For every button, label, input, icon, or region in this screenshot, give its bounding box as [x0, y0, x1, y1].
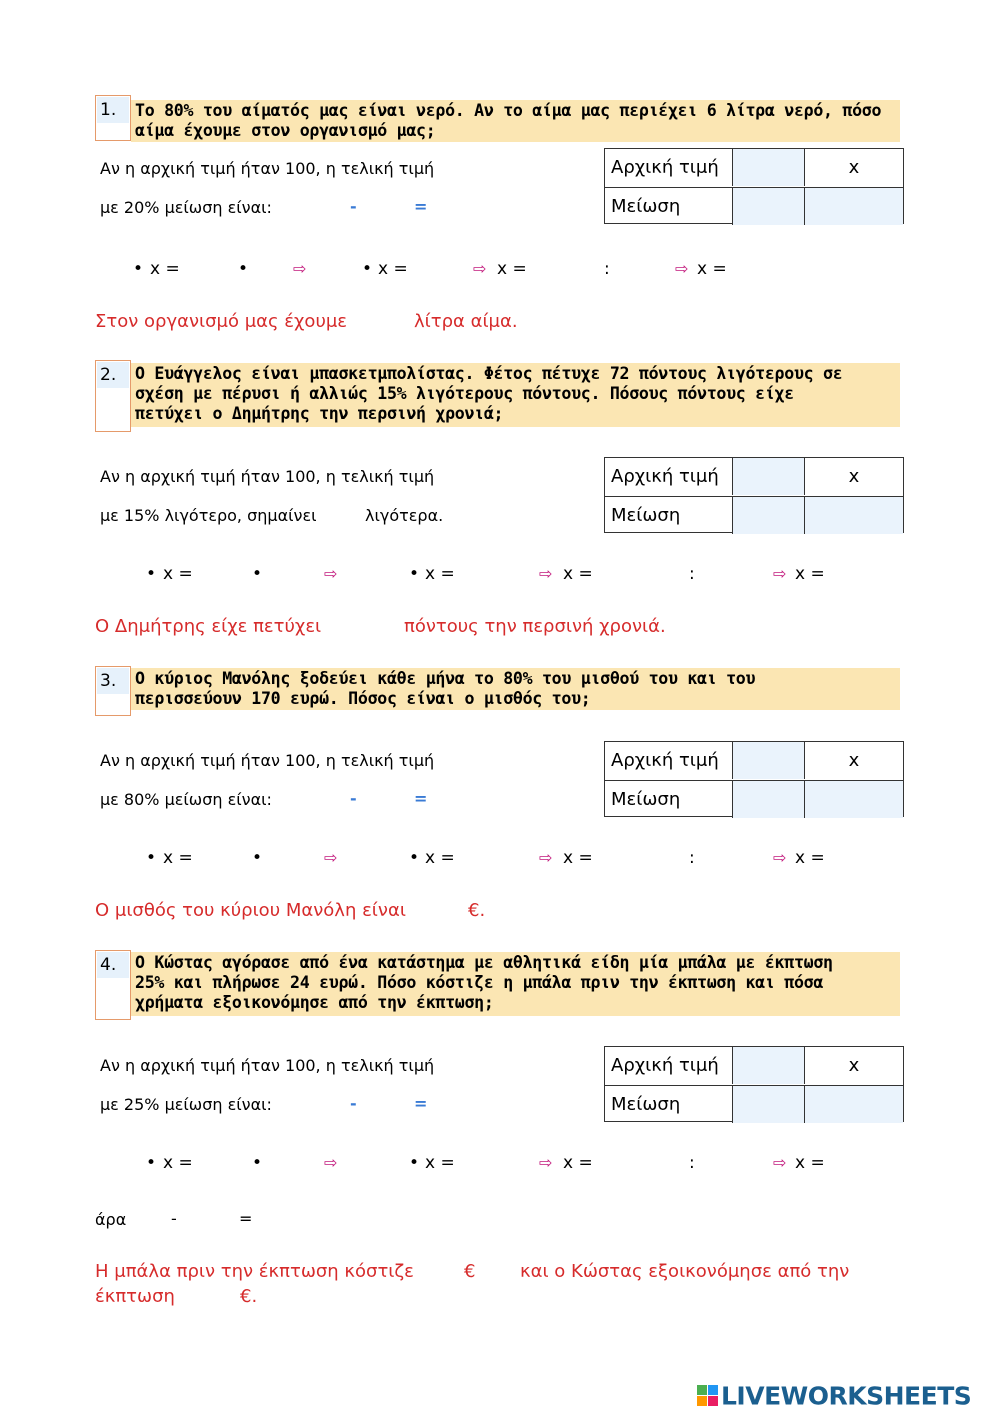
table-input[interactable]: [805, 188, 903, 225]
problem-2-hint-suffix: λιγότερα.: [365, 506, 444, 525]
problem-4-answer-euro: €: [464, 1261, 476, 1282]
arrow-icon: ⇨: [773, 1153, 787, 1172]
problem-4-ara-label: άρα: [95, 1210, 127, 1229]
problem-3-answer-end: €.: [468, 900, 486, 921]
x-eq: x =: [563, 1153, 593, 1173]
problem-2-number: 2.: [97, 362, 129, 388]
problem-2-hint-line-2: με 15% λιγότερο, σημαίνει: [100, 506, 317, 525]
problem-4-answer-end: €.: [240, 1286, 258, 1307]
colon: :: [604, 259, 610, 279]
table-label-decrease: Μείωση: [605, 497, 733, 534]
problem-1-hint-line-2: με 20% μείωση είναι:: [100, 198, 272, 217]
problem-4-hint-line-1: Αν η αρχική τιμή ήταν 100, η τελική τιμή: [100, 1056, 435, 1075]
problem-2-answer-end: πόντους την περσινή χρονιά.: [404, 616, 666, 637]
problem-3-equals: =: [414, 789, 428, 808]
problem-1-equals: =: [414, 197, 428, 216]
table-x: x: [805, 458, 903, 495]
table-label-decrease: Μείωση: [605, 188, 733, 225]
question-line: 25% και πλήρωσε 24 ευρώ. Πόσο κόστιζε η μπάλα πριν την έκπτωση και πόσα: [135, 973, 824, 992]
problem-4-answer-start: Η μπάλα πριν την έκπτωση κόστιζε: [95, 1261, 414, 1282]
problem-4-minus: -: [350, 1094, 357, 1113]
x-eq: x =: [163, 848, 193, 868]
arrow-icon: ⇨: [773, 848, 787, 867]
problem-1-question: [131, 100, 900, 142]
question-line: Ο Κώστας αγόρασε από ένα κατάστημα με αθλητικά είδη μία μπάλα με έκπτωση: [135, 953, 833, 972]
x-eq: x =: [163, 1153, 193, 1173]
table-input[interactable]: [733, 458, 805, 495]
arrow-icon: ⇨: [675, 259, 689, 278]
bullet: •: [133, 259, 144, 279]
colon: :: [689, 1153, 695, 1173]
problem-1-equation-line: [0, 259, 1000, 283]
table-label-initial: Αρχική τιμή: [605, 458, 733, 495]
x-eq: x =: [563, 564, 593, 584]
table-x: x: [805, 742, 903, 779]
table-input[interactable]: [733, 742, 805, 779]
question-line: περισσεύουν 170 ευρώ. Πόσος είναι ο μισθός του;: [135, 689, 591, 708]
problem-3-number: 3.: [97, 668, 129, 694]
arrow-icon: ⇨: [324, 848, 338, 867]
table-input[interactable]: [733, 781, 805, 818]
bullet: •: [146, 848, 157, 868]
problem-4-hint-line-2: με 25% μείωση είναι:: [100, 1095, 272, 1114]
x-eq: x =: [425, 564, 455, 584]
problem-3-answer-start: Ο μισθός του κύριου Μανόλη είναι: [95, 900, 406, 921]
problem-3-equation-line: [0, 848, 1000, 872]
table-label-decrease: Μείωση: [605, 1086, 733, 1123]
problem-4-table: [604, 1046, 904, 1122]
x-eq: x =: [425, 848, 455, 868]
problem-1-hint-line-1: Αν η αρχική τιμή ήταν 100, η τελική τιμή: [100, 159, 435, 178]
problem-3-hint-line-1: Αν η αρχική τιμή ήταν 100, η τελική τιμή: [100, 751, 435, 770]
arrow-icon: ⇨: [473, 259, 487, 278]
table-input[interactable]: [733, 188, 805, 225]
question-line: σχέση με πέρυσι ή αλλιώς 15% λιγότερους πόντους. Πόσους πόντους είχε: [135, 384, 794, 403]
table-label-initial: Αρχική τιμή: [605, 1047, 733, 1084]
arrow-icon: ⇨: [324, 1153, 338, 1172]
arrow-icon: ⇨: [324, 564, 338, 583]
colon: :: [689, 564, 695, 584]
table-input[interactable]: [805, 1086, 903, 1123]
problem-4-answer-mid: και ο Κώστας εξοικονόμησε από την: [520, 1261, 850, 1282]
problem-1-minus: -: [350, 197, 357, 216]
problem-1-answer-start: Στον οργανισμό μας έχουμε: [95, 311, 348, 332]
arrow-icon: ⇨: [293, 259, 307, 278]
bullet: •: [252, 1153, 263, 1173]
liveworksheets-logo[interactable]: [697, 1380, 972, 1411]
problem-3-number-box: [95, 666, 131, 716]
bullet: •: [362, 259, 373, 279]
problem-1-table: [604, 148, 904, 224]
bullet: •: [409, 564, 420, 584]
x-eq: x =: [697, 259, 727, 279]
x-eq: x =: [563, 848, 593, 868]
question-line: Το 80% του αίματός μας είναι νερό. Αν το αίμα μας περιέχει 6 λίτρα νερό, πόσο: [135, 101, 882, 120]
question-line: χρήματα εξοικονόμησε από την έκπτωση;: [135, 993, 494, 1012]
question-line: πετύχει ο Δημήτρης την περσινή χρονιά;: [135, 404, 504, 423]
problem-4-ara-minus: -: [171, 1209, 177, 1228]
table-input[interactable]: [733, 1086, 805, 1123]
problem-4-number-box: [95, 950, 131, 1020]
table-x: x: [805, 149, 903, 186]
problem-4-question: [131, 952, 900, 1016]
x-eq: x =: [497, 259, 527, 279]
table-label-decrease: Μείωση: [605, 781, 733, 818]
problem-4-equation-line: [0, 1153, 1000, 1177]
x-eq: x =: [795, 848, 825, 868]
arrow-icon: ⇨: [539, 848, 553, 867]
problem-4-equals: =: [414, 1094, 428, 1113]
problem-2-answer-start: Ο Δημήτρης είχε πετύχει: [95, 616, 322, 637]
problem-2-equation-line: [0, 564, 1000, 588]
arrow-icon: ⇨: [539, 1153, 553, 1172]
problem-2-number-box: [95, 360, 131, 432]
bullet: •: [252, 848, 263, 868]
bullet: •: [409, 848, 420, 868]
table-input[interactable]: [805, 497, 903, 534]
logo-text: LIVEWORKSHEETS: [721, 1381, 972, 1411]
problem-1-number: 1.: [97, 97, 129, 123]
arrow-icon: ⇨: [539, 564, 553, 583]
x-eq: x =: [425, 1153, 455, 1173]
table-label-initial: Αρχική τιμή: [605, 149, 733, 186]
colon: :: [689, 848, 695, 868]
table-x: x: [805, 1047, 903, 1084]
question-line: Ο Ευάγγελος είναι μπασκετμπολίστας. Φέτος πέτυχε 72 πόντους λιγότερους σε: [135, 364, 843, 383]
x-eq: x =: [795, 564, 825, 584]
bullet: •: [252, 564, 263, 584]
problem-4-ara-equals: =: [239, 1209, 253, 1228]
problem-3-minus: -: [350, 789, 357, 808]
problem-3-hint-line-2: με 80% μείωση είναι:: [100, 790, 272, 809]
table-input[interactable]: [733, 497, 805, 534]
problem-3-question: [131, 668, 900, 710]
problem-2-hint-line-1: Αν η αρχική τιμή ήταν 100, η τελική τιμή: [100, 467, 435, 486]
table-label-initial: Αρχική τιμή: [605, 742, 733, 779]
problem-1-answer-end: λίτρα αίμα.: [414, 311, 518, 332]
arrow-icon: ⇨: [773, 564, 787, 583]
bullet: •: [146, 1153, 157, 1173]
bullet: •: [146, 564, 157, 584]
x-eq: x =: [150, 259, 180, 279]
problem-2-table: [604, 457, 904, 533]
problem-2-question: [131, 363, 900, 427]
question-line: αίμα έχουμε στον οργανισμό μας;: [135, 121, 436, 140]
bullet: •: [409, 1153, 420, 1173]
bullet: •: [238, 259, 249, 279]
x-eq: x =: [163, 564, 193, 584]
problem-4-number: 4.: [97, 952, 129, 978]
x-eq: x =: [378, 259, 408, 279]
problem-4-answer-line2: έκπτωση: [95, 1286, 175, 1307]
problem-3-table: [604, 741, 904, 817]
table-input[interactable]: [805, 781, 903, 818]
x-eq: x =: [795, 1153, 825, 1173]
table-input[interactable]: [733, 149, 805, 186]
question-line: Ο κύριος Μανόλης ξοδεύει κάθε μήνα το 80% του μισθού του και του: [135, 669, 756, 688]
problem-1-number-box: [95, 95, 131, 141]
table-input[interactable]: [733, 1047, 805, 1084]
logo-icon: [697, 1385, 719, 1407]
